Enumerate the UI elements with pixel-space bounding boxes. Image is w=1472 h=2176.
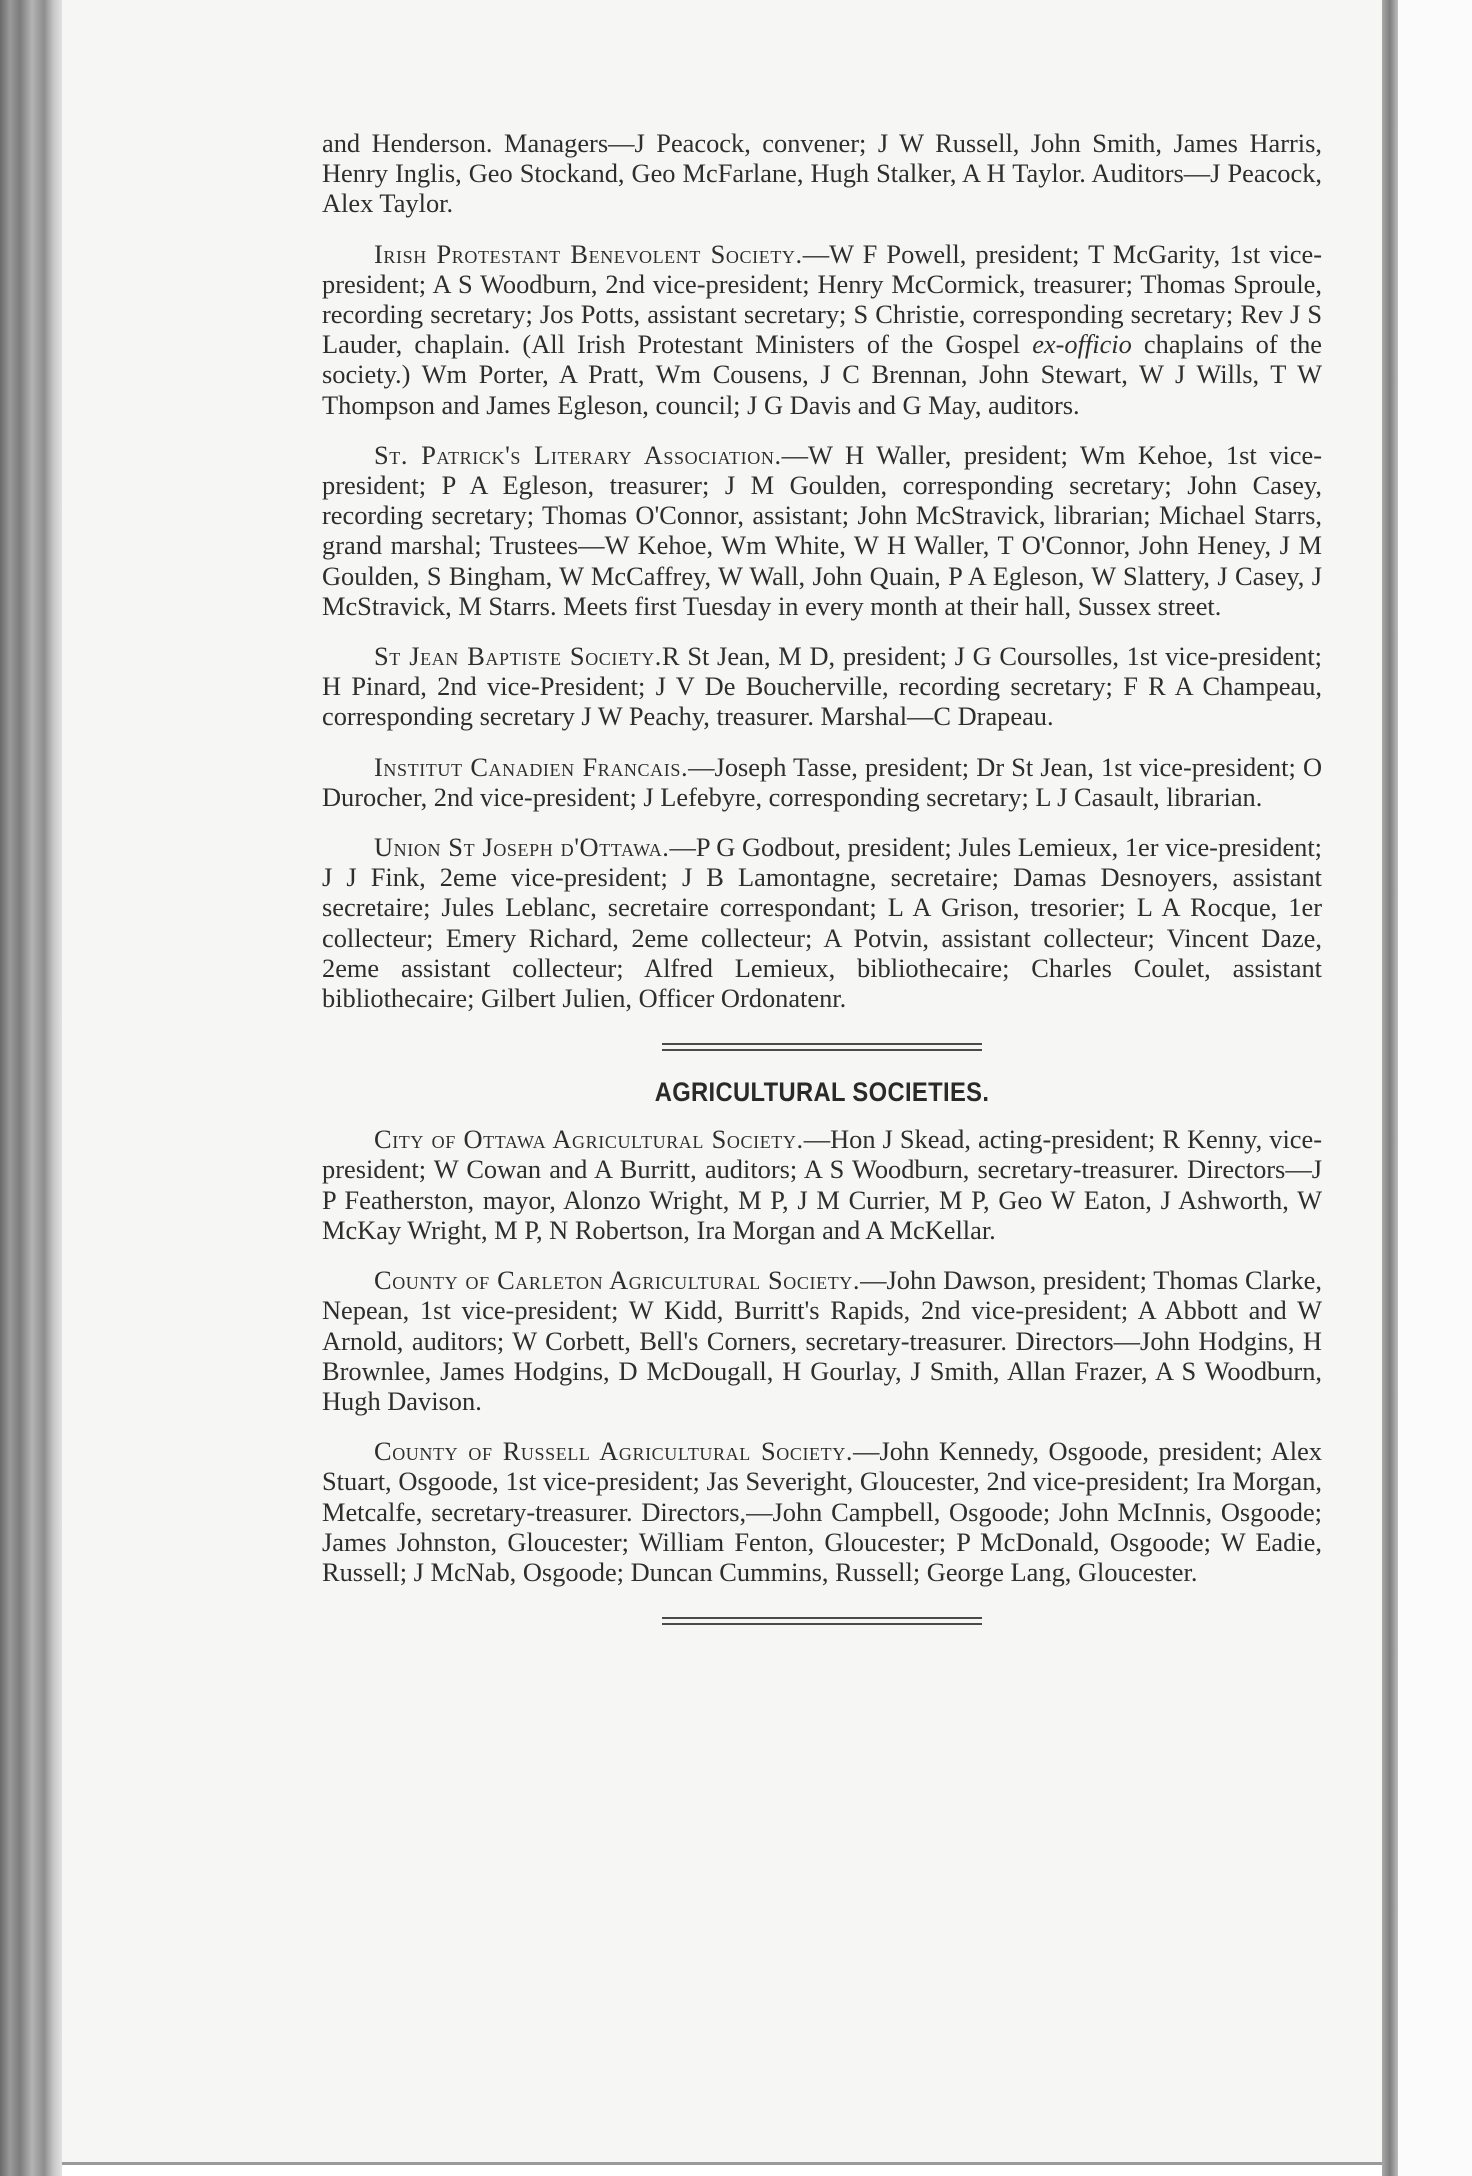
entry-text: —P G Godbout, president; Jules Lemieux, 1er vice-president; J J Fink, 2eme vice-president; J B Lamontagne, secretaire; Damas Desnoyers, assistant secretaire; Jules Leblanc, secretaire correspondant; L A Grison, tresorier; L A Rocque, 1er collecteur; Emery Richard, 2eme collecteur; A Potvin, assistant collecteur; Vincent Daze, 2eme assistant collecteur; Alfred Lemieux, bibliothecaire; Charles Coulet, assistant bibliothecaire; Gilbert Julien, Officer Ordonatenr.: [322, 832, 1323, 1014]
section-divider-bottom: [662, 1617, 982, 1625]
entry-county-of-russell-agricultural-society: [322, 1436, 1322, 1587]
entry-text: —Hon J Skead, acting-president; R Kenny, vice-president; W Cowan and A Burritt, auditors; A S Woodburn, secretary-treasurer. Directors—J P Featherston, mayor, Alonzo Wright, M P, J M Currier, M P, Geo W Eaton, J Ashworth, W McKay Wright, M P, N Robertson, Ira Morgan and A McKellar.: [322, 1124, 1322, 1245]
entry-title: County of Russell Agricultural Society.: [374, 1436, 854, 1467]
entry-title: Union St Joseph d'Ottawa.: [374, 832, 670, 863]
entry-title: Irish Protestant Benevolent Society.: [374, 238, 803, 269]
page-edge: [1382, 0, 1398, 2176]
entry-institut-canadien-francais: [322, 752, 1322, 812]
entry-title: City of Ottawa Agricultural Society.: [374, 1124, 804, 1155]
entry-title: Institut Canadien Francais.: [374, 751, 689, 782]
section-divider: [662, 1043, 982, 1051]
entry-union-st-joseph-dottawa: [322, 832, 1322, 1013]
entry-title: St Jean Baptiste Society.: [374, 641, 662, 672]
background-margin: [1398, 0, 1472, 2176]
paragraph-text: and Henderson. Managers—J Peacock, convener; J W Russell, John Smith, James Harris, Henry Inglis, Geo Stockand, Geo McFarlane, Hugh Stalker, A H Taylor. Auditors—J Peacock, Alex Taylor.: [322, 128, 1322, 219]
entry-text: —W H Waller, president; Wm Kehoe, 1st vice-president; P A Egleson, treasurer; J M Goulden, corresponding secretary; John Casey, recording secretary; Thomas O'Connor, assistant; John McStravick, librarian; Michael Starrs, grand marshal; Trustees—W Kehoe, Wm White, W H Waller, T O'Connor, John Heney, J M Goulden, S Bingham, W McCaffrey, W Wall, John Quain, P A Egleson, W Slattery, J Casey, J McStravick, M Starrs. Meets first Tuesday in every month at their hall, Sussex street.: [322, 439, 1323, 621]
entry-county-of-carleton-agricultural-society: [322, 1265, 1322, 1416]
entry-text-continued: chaplains of the society.) Wm Porter, A Pratt, Wm Cousens, J C Brennan, John Stewart, W J Wills, T W Thompson and James Egleson, council; J G Davis and G May, auditors.: [322, 329, 1322, 420]
page-content: [322, 128, 1322, 1651]
entry-st-patricks-literary-association: [322, 440, 1322, 621]
paragraph-continued: [322, 128, 1322, 219]
entry-title: St. Patrick's Literary Association.: [374, 439, 782, 470]
entry-text: —John Kennedy, Osgoode, president; Alex Stuart, Osgoode, 1st vice-president; Jas Severight, Gloucester, 2nd vice-president; Ira Morgan, Metcalfe, secretary-treasurer. Directors,—John Campbell, Osgoode; John McInnis, Osgoode; James Johnston, Gloucester; William Fenton, Gloucester; P McDonald, Osgoode; W Eadie, Russell; J McNab, Osgoode; Duncan Cummins, Russell; George Lang, Gloucester.: [322, 1436, 1322, 1587]
entry-irish-protestant-benevolent-society: [322, 239, 1322, 420]
entry-st-jean-baptiste-society: [322, 641, 1322, 732]
entry-city-of-ottawa-agricultural-society: [322, 1124, 1322, 1245]
entry-text: —W F Powell, president; T McGarity, 1st vice-president; A S Woodburn, 2nd vice-president; Henry McCormick, treasurer; Thomas Sproule, recording secretary; Jos Potts, assistant secretary; S Christie, corresponding secretary; Rev J S Lauder, chaplain. (All Irish Protestant Ministers of the Gospel: [322, 238, 1322, 360]
section-heading: AGRICULTURAL SOCIETIES.: [654, 1077, 990, 1108]
entry-text: R St Jean, M D, president; J G Coursolles, 1st vice-president; H Pinard, 2nd vice-President; J V De Boucherville, recording secretary; F R A Champeau, corresponding secretary J W Peachy, treasurer. Marshal—C Drapeau.: [322, 641, 1322, 732]
entry-text: —Joseph Tasse, president; Dr St Jean, 1st vice-president; O Durocher, 2nd vice-president; J Lefebyre, corresponding secretary; L J Casault, librarian.: [322, 751, 1323, 812]
entry-text: —John Dawson, president; Thomas Clarke, Nepean, 1st vice-president; W Kidd, Burritt's Rapids, 2nd vice-president; A Abbott and W Arnold, auditors; W Corbett, Bell's Corners, secretary-treasurer. Directors—John Hodgins, H Brownlee, James Hodgins, D McDougall, H Gourlay, J Smith, Allan Frazer, A S Woodburn, Hugh Davison.: [322, 1265, 1322, 1416]
entry-italic-text: ex-officio: [1032, 329, 1132, 360]
entry-title: County of Carleton Agricultural Society.: [374, 1265, 861, 1296]
book-spine: [0, 0, 62, 2176]
